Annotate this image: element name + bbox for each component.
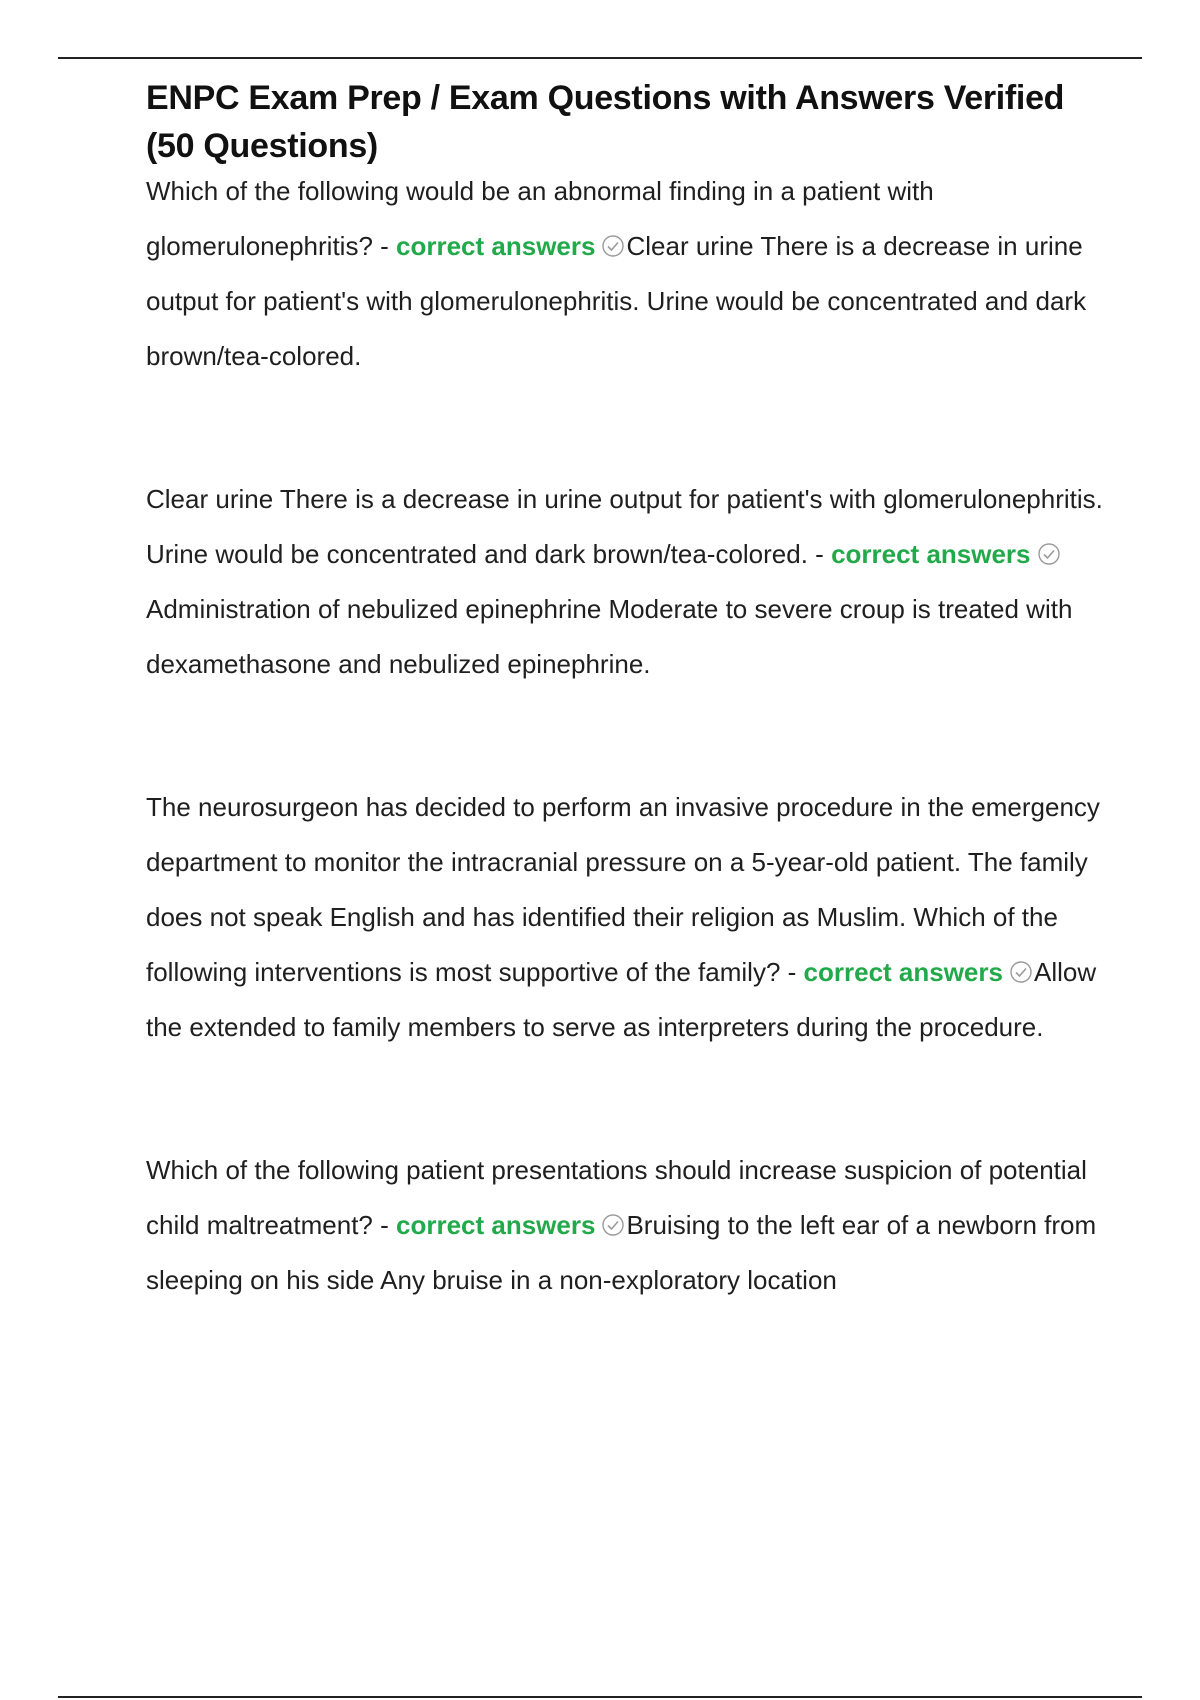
document-title: ENPC Exam Prep / Exam Questions with Answers Verified (50 Questions) xyxy=(146,79,1065,165)
check-circle-icon xyxy=(601,1213,625,1237)
question-text: Clear urine There is a decrease in urine output for patient's with glomerulonephritis. Urine would be concentrated and dark brown/tea-colored. xyxy=(146,484,1103,569)
answer-text: Administration of nebulized epinephrine Moderate to severe croup is treated with dexamethasone and nebulized epinephrine. xyxy=(146,594,1073,679)
answer-text: Bruising to the left ear of a newborn from sleeping on his side Any bruise in a non-exploratory location xyxy=(146,1210,1097,1295)
check-circle-icon xyxy=(1009,960,1033,984)
bottom-rule xyxy=(58,1696,1142,1698)
question-text: The neurosurgeon has decided to perform an invasive procedure in the emergency department to monitor the intracranial pressure on a 5-year-old patient. The family does not speak English and has identified their religion as Muslim. Which of the following interventions is most supportive of the family? xyxy=(146,792,1100,987)
check-circle-icon xyxy=(1037,542,1061,566)
qa-item-4 xyxy=(146,1143,1106,1308)
question-text: Which of the following patient presentations should increase suspicion of potential child maltreatment? xyxy=(146,1155,1087,1240)
separator: - xyxy=(807,539,832,569)
correct-answers-label: correct answers xyxy=(831,539,1031,569)
answer-text: Clear urine There is a decrease in urine output for patient's with glomerulonephritis. Urine would be concentrated and dark brown/tea-colored. xyxy=(146,231,1087,371)
qa-item-1 xyxy=(146,164,1106,384)
qa-item-2 xyxy=(146,472,1106,692)
separator: - xyxy=(372,231,397,261)
separator: - xyxy=(372,1210,396,1240)
document-page xyxy=(146,74,1106,1308)
question-text: Which of the following would be an abnormal finding in a patient with glomerulonephritis? xyxy=(146,176,934,261)
correct-answers-label: correct answers xyxy=(803,957,1003,987)
correct-answers-label: correct answers xyxy=(396,231,596,261)
correct-answers-label: correct answers xyxy=(396,1210,596,1240)
separator: - xyxy=(780,957,804,987)
check-circle-icon xyxy=(601,234,625,258)
qa-item-3 xyxy=(146,780,1106,1055)
answer-text: Allow the extended to family members to serve as interpreters during the procedure. xyxy=(146,957,1097,1042)
top-rule xyxy=(58,57,1142,59)
